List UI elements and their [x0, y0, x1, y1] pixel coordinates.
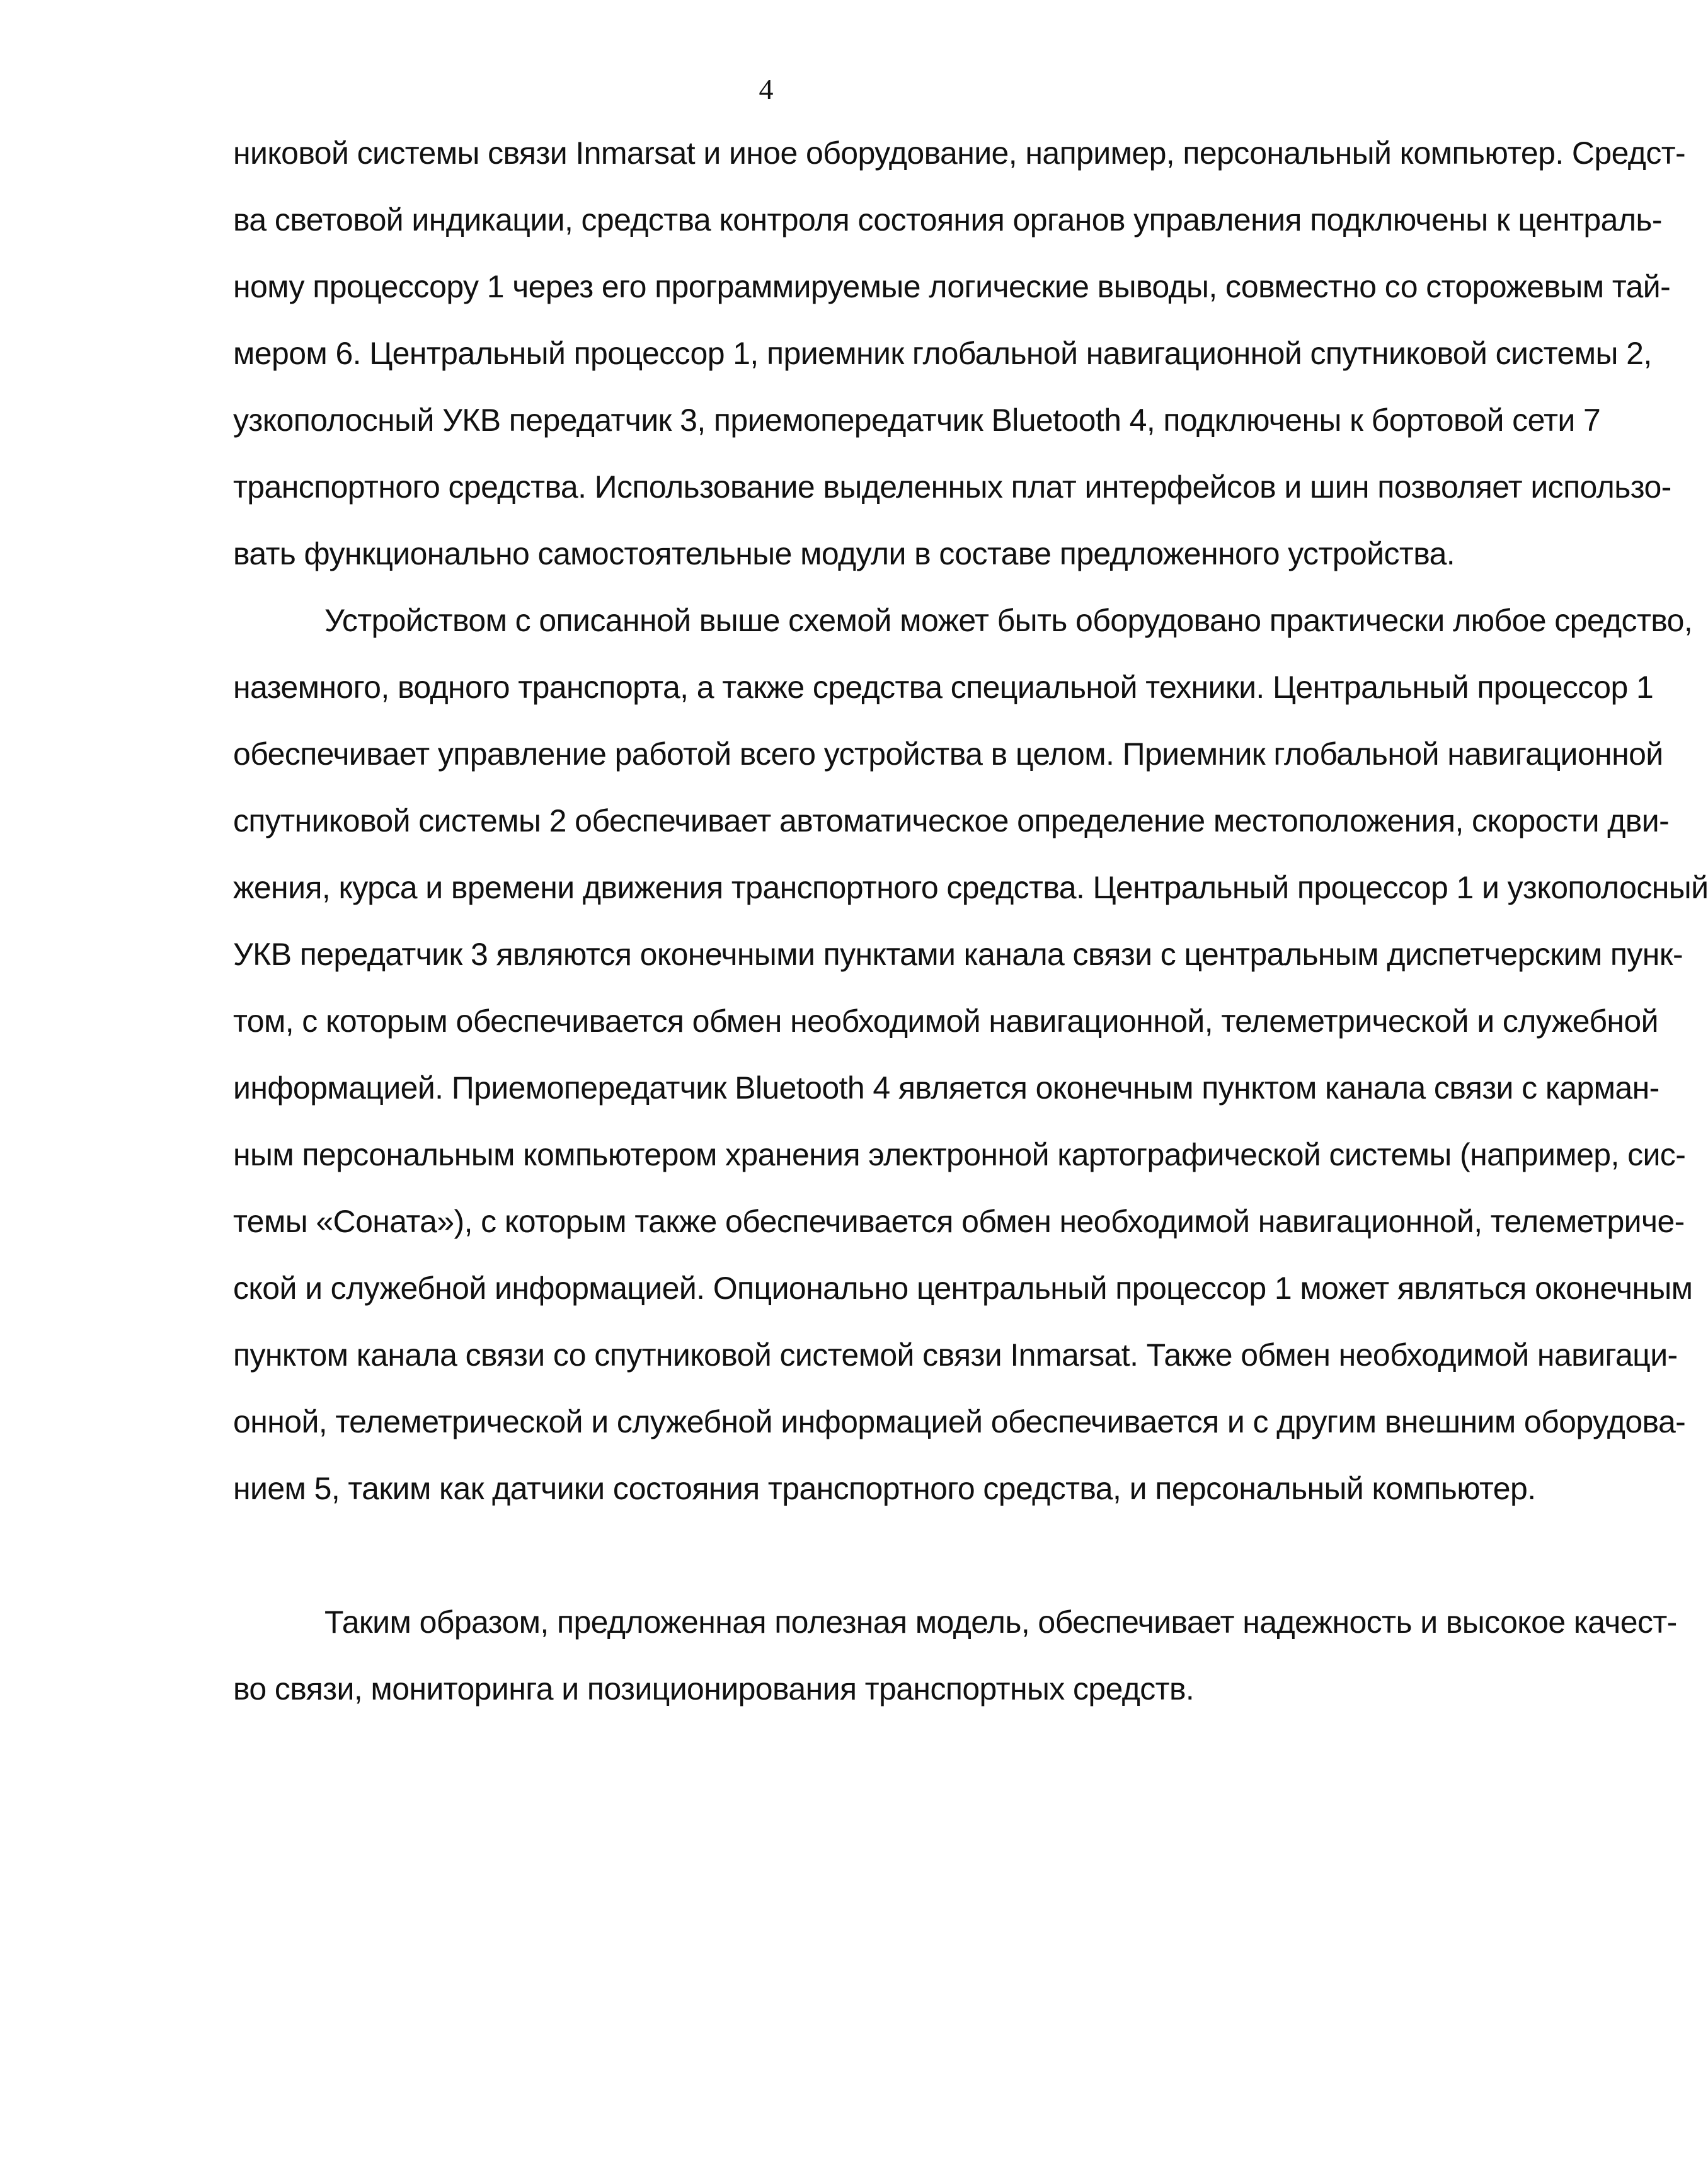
- text-line: никовой системы связи Inmarsat и иное оборудование, например, персональный компьютер. Средст-: [233, 135, 1686, 171]
- text-line: УКВ передатчик 3 являются оконечными пунктами канала связи с центральным диспетчерским пунк-: [233, 937, 1683, 972]
- page-number: 4: [759, 73, 774, 105]
- text-line: жения, курса и времени движения транспортного средства. Центральный процессор 1 и узкополосный: [233, 870, 1708, 905]
- text-line: узкополосный УКВ передатчик 3, приемопередатчик Bluetooth 4, подключены к бортовой сети 7: [233, 403, 1601, 438]
- text-line: спутниковой системы 2 обеспечивает автоматическое определение местоположения, скорости дви-: [233, 803, 1670, 838]
- text-line: информацией. Приемопередатчик Bluetooth 4 является оконечным пунктом канала связи с карман-: [233, 1070, 1659, 1106]
- text-line: обеспечивает управление работой всего устройства в целом. Приемник глобальной навигационной: [233, 736, 1663, 772]
- document-body: [233, 120, 1708, 1722]
- text-line: темы «Соната»), с которым также обеспечивается обмен необходимой навигационной, телеметриче-: [233, 1204, 1685, 1239]
- text-line: Таким образом, предложенная полезная модель, обеспечивает надежность и высокое качест-: [324, 1604, 1677, 1640]
- text-line: ва световой индикации, средства контроля состояния органов управления подключены к централь-: [233, 202, 1662, 237]
- text-line: Устройством с описанной выше схемой может быть оборудовано практически любое средство,: [324, 603, 1693, 638]
- text-line: ской и служебной информацией. Опционально центральный процессор 1 может являться оконечным: [233, 1271, 1693, 1306]
- text-line: вать функционально самостоятельные модули в составе предложенного устройства.: [233, 536, 1455, 571]
- paragraph-3: [233, 1589, 1677, 1722]
- text-line: ному процессору 1 через его программируемые логические выводы, совместно со сторожевым тай-: [233, 269, 1671, 304]
- text-line: нием 5, таким как датчики состояния транспортного средства, и персональный компьютер.: [233, 1471, 1536, 1506]
- text-line: онной, телеметрической и служебной информацией обеспечивается и с другим внешним оборудова-: [233, 1404, 1686, 1439]
- paragraph-1: [233, 120, 1686, 587]
- text-line: том, с которым обеспечивается обмен необходимой навигационной, телеметрической и служебной: [233, 1003, 1658, 1039]
- text-line: ным персональным компьютером хранения электронной картографической системы (например, сис-: [233, 1137, 1686, 1172]
- text-line: во связи, мониторинга и позиционирования транспортных средств.: [233, 1671, 1195, 1706]
- text-line: пунктом канала связи со спутниковой системой связи Inmarsat. Также обмен необходимой навигаци-: [233, 1337, 1678, 1373]
- text-line: мером 6. Центральный процессор 1, приемник глобальной навигационной спутниковой системы 2,: [233, 336, 1652, 371]
- text-line: наземного, водного транспорта, а также средства специальной техники. Центральный процессор 1: [233, 670, 1654, 705]
- text-line: транспортного средства. Использование выделенных плат интерфейсов и шин позволяет использо-: [233, 469, 1671, 505]
- text-line: [233, 1522, 1462, 1589]
- paragraph-2: [233, 587, 1708, 1589]
